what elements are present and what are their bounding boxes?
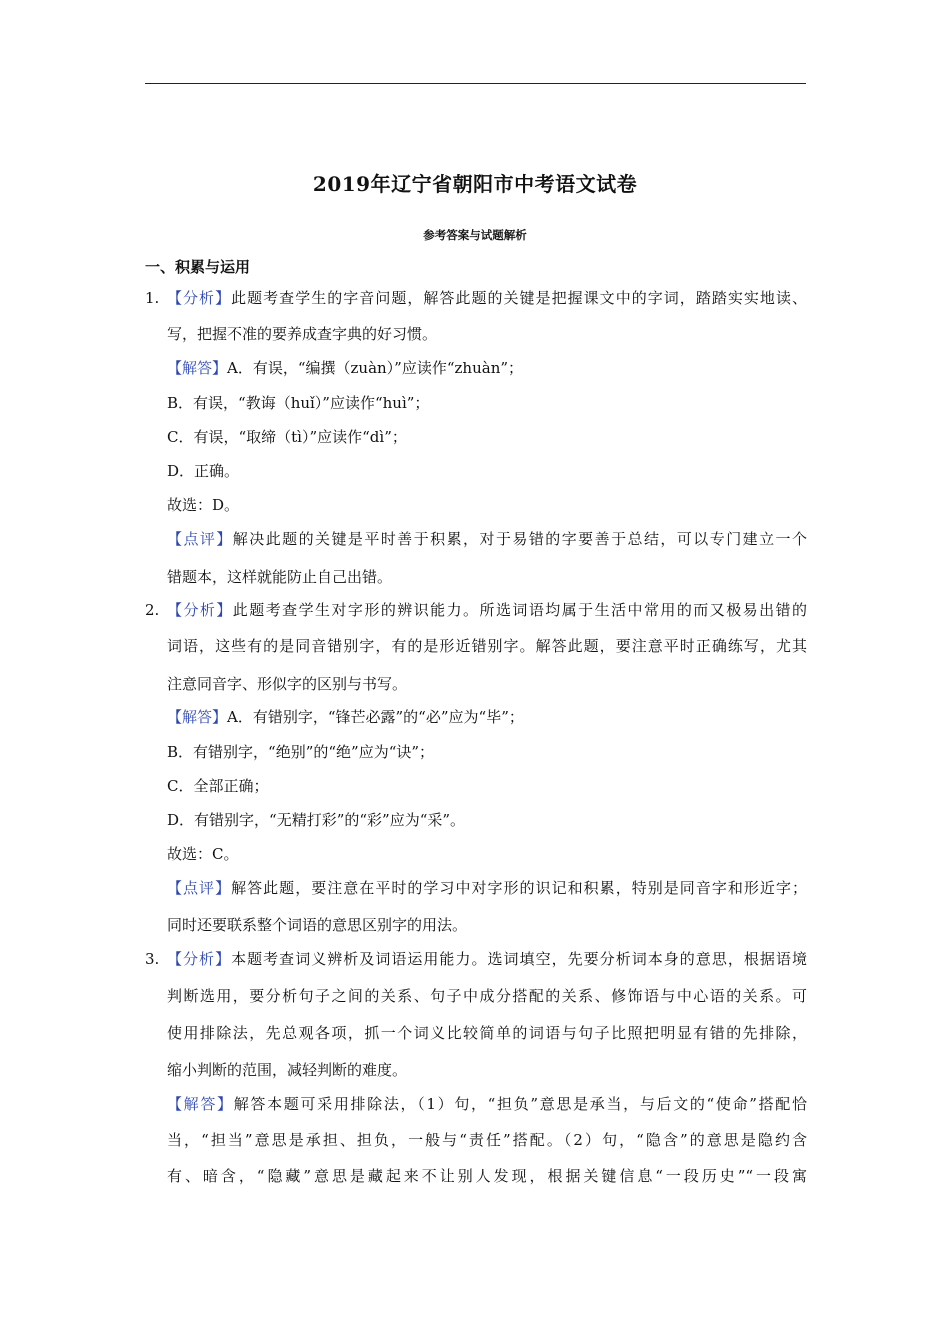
q3-analysis-line-2: 判断选用，要分析句子之间的关系、句子中成分搭配的关系、修饰语与中心语的关系。可 — [167, 987, 807, 1005]
q2-choice: 故选：C。 — [167, 845, 239, 863]
q2-option-a: A．有错别字，“锋芒必露”的“必”应为“毕”； — [227, 708, 524, 726]
analysis-tag: 【分析】 — [167, 950, 232, 968]
answer-tag: 【解答】 — [167, 708, 228, 726]
q2-option-d: D．有错别字，“无精打彩”的“彩”应为“采”。 — [167, 811, 466, 829]
q3-answer-line-1 — [167, 1092, 807, 1116]
comment-tag: 【点评】 — [167, 879, 232, 897]
q2-comment-line-2: 同时还要联系整个词语的意思区别字的用法。 — [167, 916, 468, 934]
analysis-tag: 【分析】 — [167, 601, 233, 619]
page-subtitle: 参考答案与试题解析 — [423, 228, 527, 242]
answer-tag: 【解答】 — [167, 359, 228, 377]
q2-answer-line — [167, 705, 807, 729]
q1-answer-line — [167, 356, 807, 380]
answer-tag: 【解答】 — [167, 1095, 234, 1113]
q3-analysis-line-4: 缩小判断的范围，减轻判断的难度。 — [167, 1061, 408, 1079]
q1-option-c: C．有误，“取缔（tì）”应读作“dì”； — [167, 428, 407, 446]
q1-number: 1. — [145, 289, 160, 307]
q2-option-c: C．全部正确； — [167, 777, 269, 795]
q1-analysis-text-1: 此题考查学生的字音问题，解答此题的关键是把握课文中的字词，踏踏实实地读、 — [231, 289, 807, 307]
q1-comment-line-2: 错题本，这样就能防止自己出错。 — [167, 568, 393, 586]
q2-comment-text-1: 解答此题，要注意在平时的学习中对字形的识记和积累，特别是同音字和形近字； — [231, 879, 807, 897]
q2-analysis-text-1: 此题考查学生对字形的辨识能力。所选词语均属于生活中常用的而又极易出错的 — [232, 601, 807, 619]
q2-number: 2. — [145, 601, 160, 619]
comment-tag: 【点评】 — [167, 530, 233, 548]
q1-choice: 故选：D。 — [167, 496, 240, 514]
q3-analysis-line-3: 使用排除法，先总观各项，抓一个词义比较简单的词语与句子比照把明显有错的先排除， — [167, 1024, 807, 1042]
page-title: 2019年辽宁省朝阳市中考语文试卷 — [312, 172, 638, 196]
q1-comment-text-1: 解决此题的关键是平时善于积累，对于易错的字要善于总结，可以专门建立一个 — [232, 530, 807, 548]
analysis-tag: 【分析】 — [167, 289, 232, 307]
q1-option-a: A．有误，“编撰（zuàn）”应读作“zhuàn”； — [227, 359, 524, 377]
q1-option-d: D．正确。 — [167, 462, 240, 480]
q2-analysis-line-3: 注意同音字、形似字的区别与书写。 — [167, 675, 408, 693]
q2-comment-line-1 — [167, 876, 807, 900]
q3-analysis-line-1 — [167, 947, 807, 971]
q2-analysis-line-2: 词语，这些有的是同音错别字，有的是形近错别字。解答此题，要注意平时正确练写，尤其 — [167, 637, 807, 655]
q3-analysis-text-1: 本题考查词义辨析及词语运用能力。选词填空，先要分析词本身的意思，根据语境 — [231, 950, 807, 968]
q2-option-b: B．有错别字，“绝别”的“绝”应为“诀”； — [167, 743, 435, 761]
section-heading: 一、积累与运用 — [145, 258, 251, 276]
q1-analysis-line-2: 写，把握不准的要养成查字典的好习惯。 — [167, 325, 438, 343]
q3-answer-line-3: 有、暗含，“隐藏”意思是藏起来不让别人发现，根据关键信息“一段历史”“一段寓 — [167, 1167, 807, 1185]
q3-answer-line-2: 当，“担当”意思是承担、担负，一般与“责任”搭配。（2）句，“隐含”的意思是隐约含 — [167, 1131, 807, 1149]
q1-analysis-line-1 — [167, 286, 807, 310]
q2-analysis-line-1 — [167, 598, 807, 622]
q3-answer-text-1: 解答本题可采用排除法，（1）句，“担负”意思是承当，与后文的“使命”搭配恰 — [233, 1095, 807, 1113]
q1-comment-line-1 — [167, 527, 807, 551]
header-rule — [145, 83, 806, 84]
q1-option-b: B．有误，“教诲（huǐ）”应读作“huì”； — [167, 394, 430, 412]
q3-number: 3. — [145, 950, 160, 968]
